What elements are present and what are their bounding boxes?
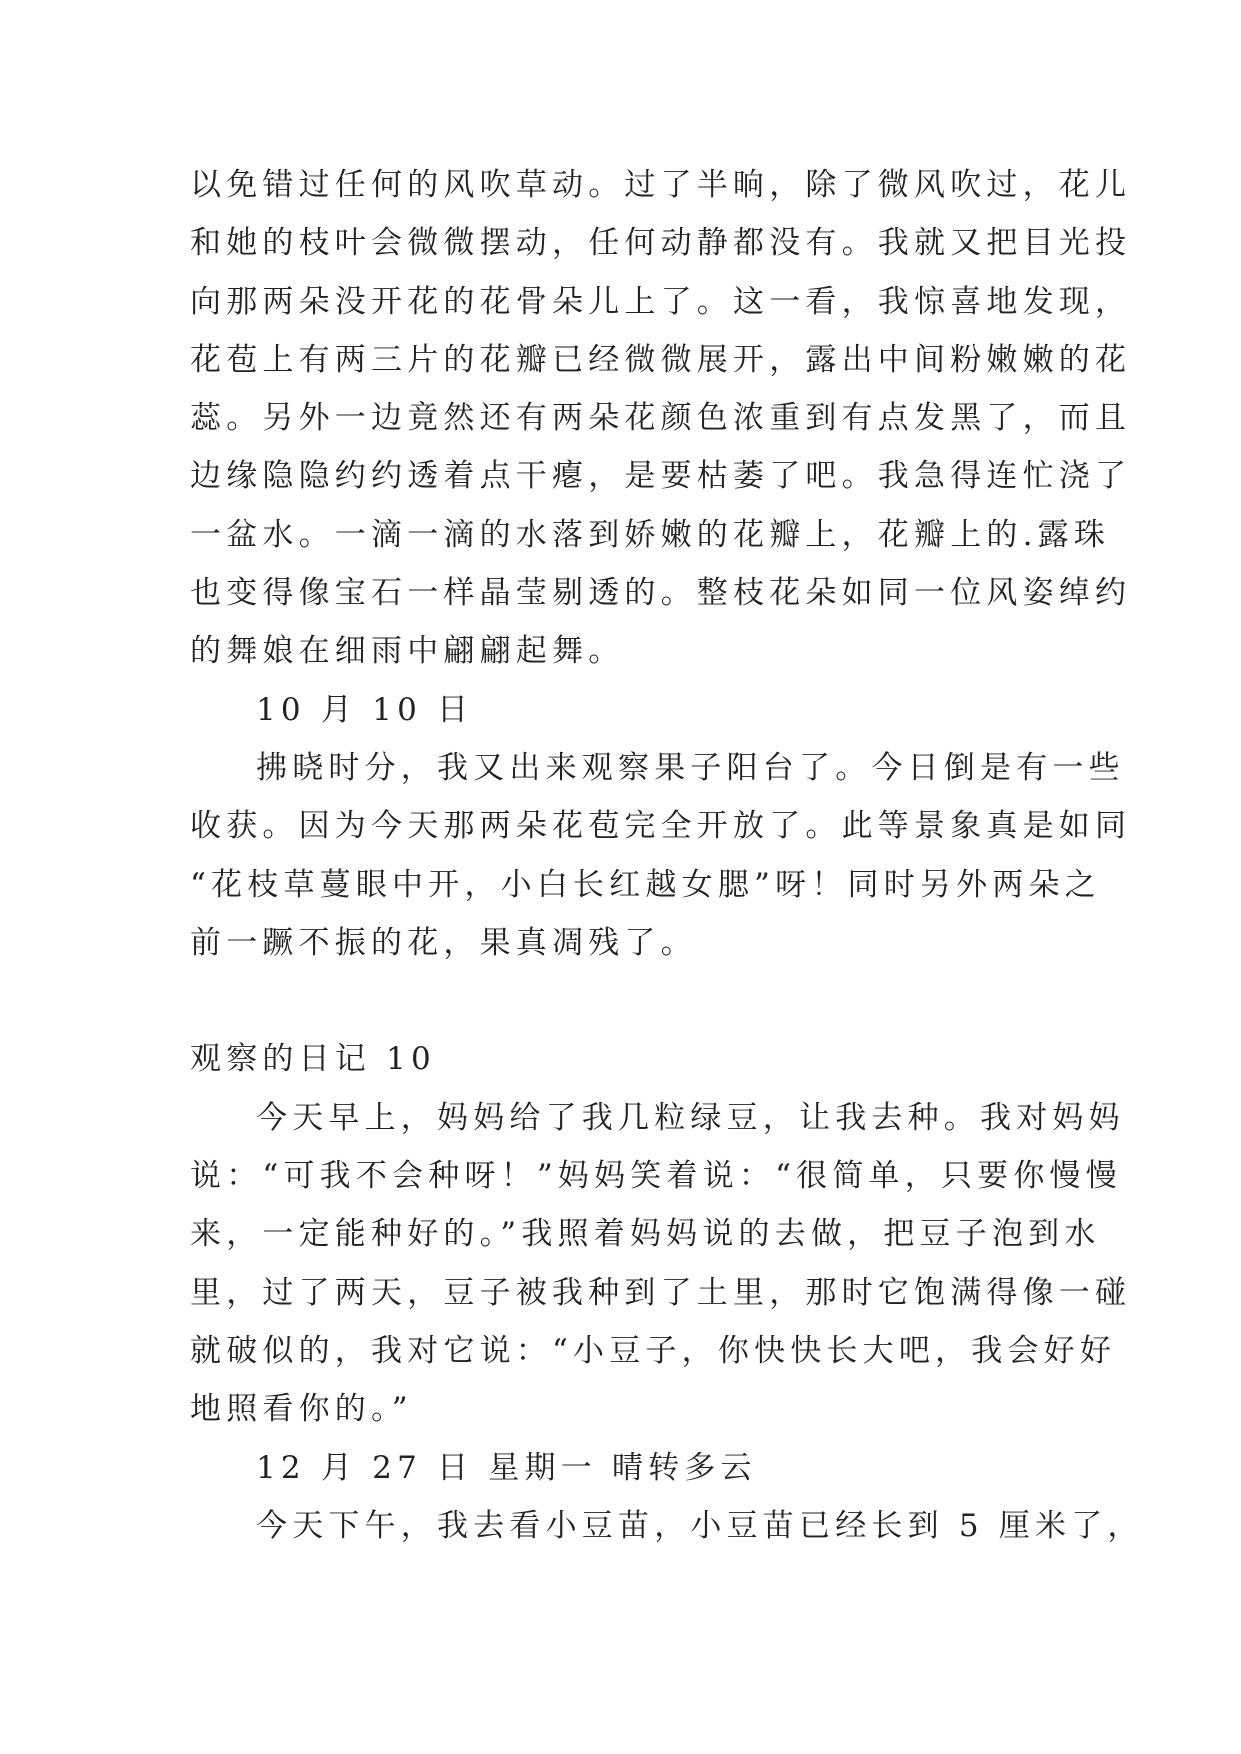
text-line: 一盆水。一滴一滴的水落到娇嫩的花瓣上，花瓣上的.露珠	[190, 516, 1111, 553]
section-title: 观察的日记 10	[190, 1041, 436, 1078]
text-line: 蕊。另外一边竟然还有两朵花颜色浓重到有点发黑了，而且	[190, 400, 1132, 437]
text-line: 里，过了两天，豆子被我种到了土里，那时它饱满得像一碰	[190, 1274, 1132, 1311]
text-line: 地照看你的。”	[190, 1391, 413, 1428]
text-line: “花枝草蔓眼中开，小白长红越女腮”呀！同时另外两朵之	[190, 866, 1101, 903]
text-line: 以免错过任何的风吹草动。过了半晌，除了微风吹过，花儿	[190, 167, 1132, 203]
blank-line	[190, 972, 1070, 1030]
diary-date: 10 月 10 日	[256, 691, 474, 728]
text-line: 今天下午，我去看小豆苗，小豆苗已经长到 5 厘米了，	[256, 1507, 1144, 1544]
paragraph-mung-beans	[190, 1089, 1132, 1439]
text-line: 的舞娘在细雨中翩翩起舞。	[190, 633, 625, 670]
text-line: 今天早上，妈妈给了我几粒绿豆，让我去种。我对妈妈	[256, 1099, 1125, 1136]
diary-date: 12 月 27 日 星期一 晴转多云	[256, 1449, 757, 1486]
text-line: 就破似的，我对它说：“小豆子，你快快长大吧，我会好好	[190, 1332, 1117, 1369]
text-line: 前一蹶不振的花，果真凋残了。	[190, 924, 697, 961]
text-line: 拂晓时分，我又出来观察果子阳台了。今日倒是有一些	[256, 749, 1125, 786]
text-line: 向那两朵没开花的花骨朵儿上了。这一看，我惊喜地发现，	[190, 283, 1132, 320]
text-line: 和她的枝叶会微微摆动，任何动静都没有。我就又把目光投	[190, 225, 1132, 262]
text-line: 来，一定能种好的。”我照着妈妈说的去做，把豆子泡到水	[190, 1216, 1101, 1253]
text-line: 也变得像宝石一样晶莹剔透的。整枝花朵如同一位风姿绰约	[190, 575, 1132, 612]
text-line: 说：“可我不会种呀！”妈妈笑着说：“很简单，只要你慢慢	[190, 1158, 1122, 1195]
text-line: 边缘隐隐约约透着点干瘪，是要枯萎了吧。我急得连忙浇了	[190, 458, 1132, 495]
paragraph-dawn	[190, 739, 1132, 972]
text-line: 收获。因为今天那两朵花苞完全开放了。此等景象真是如同	[190, 808, 1132, 845]
text-line: 花苞上有两三片的花瓣已经微微展开，露出中间粉嫩嫩的花	[190, 341, 1132, 378]
document-body	[190, 156, 1144, 1555]
paragraph-flowers-continued	[190, 156, 1132, 681]
paragraph-sprout	[190, 1497, 1144, 1555]
